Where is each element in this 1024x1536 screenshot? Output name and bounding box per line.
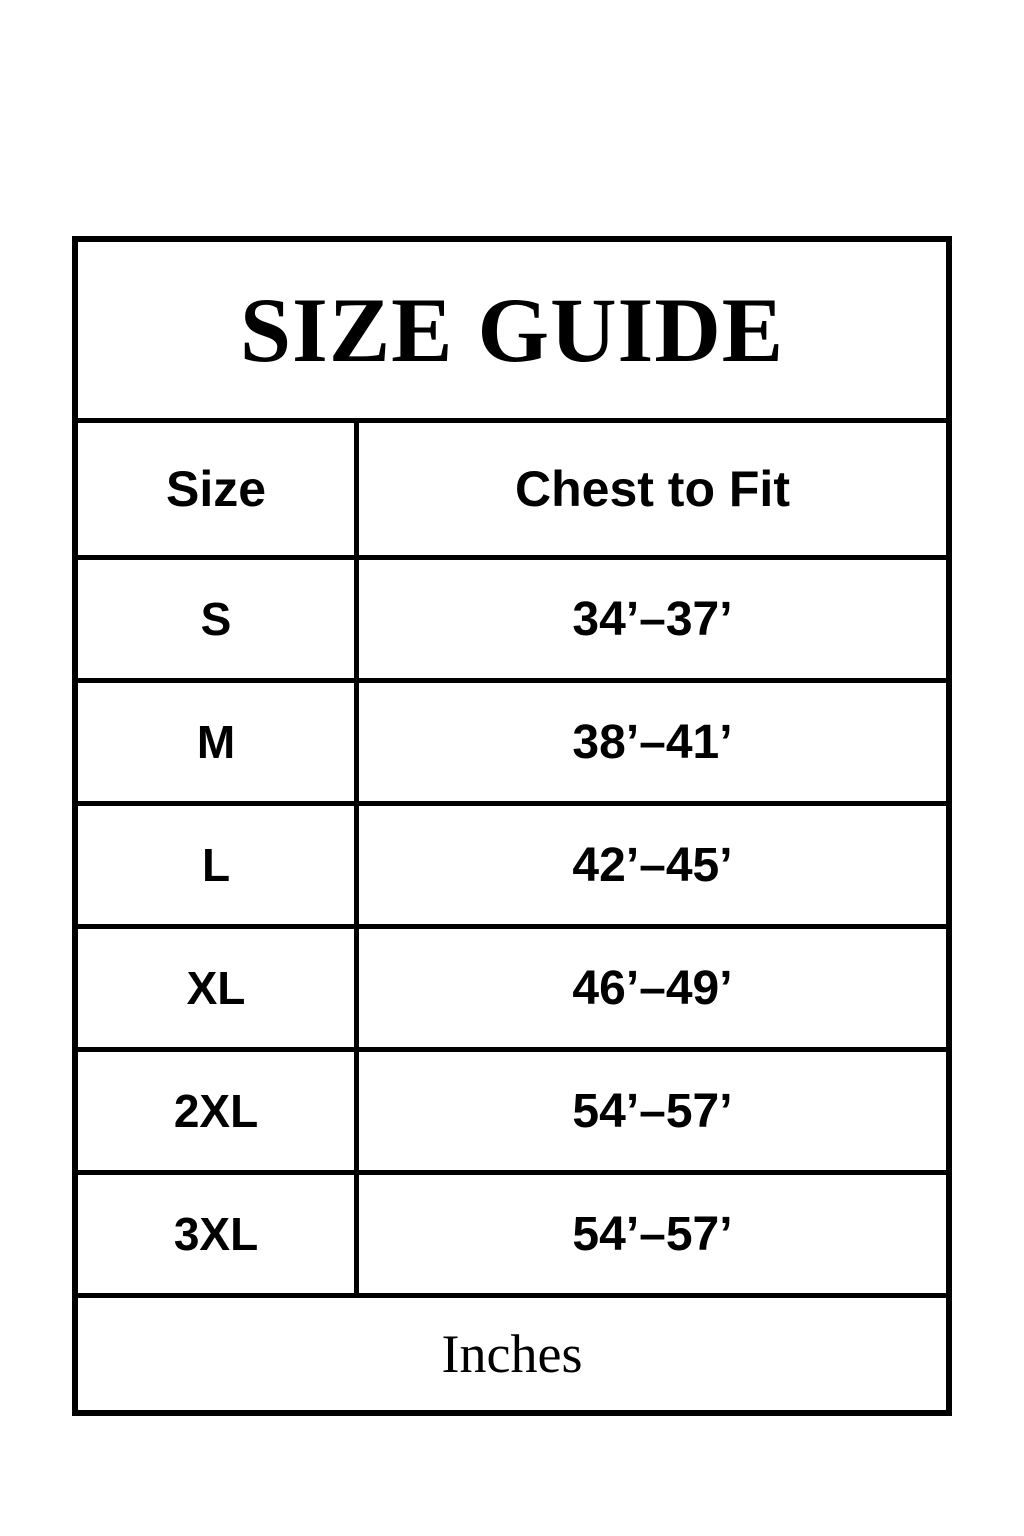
table-row [75,1173,949,1296]
table-row [75,681,949,804]
title-cell [75,239,949,421]
cell-size: 3XL [75,1173,357,1296]
cell-size: M [75,681,357,804]
page-title: SIZE GUIDE [239,279,785,381]
table-row [75,804,949,927]
cell-chest: 46’–49’ [357,927,950,1050]
cell-chest: 54’–57’ [357,1173,950,1296]
unit-note: Inches [441,1324,583,1384]
table-header-row [75,421,949,558]
table-title-row [75,239,949,421]
cell-size: S [75,558,357,681]
table-row [75,927,949,1050]
table-footer-row [75,1296,949,1414]
footer-cell [75,1296,949,1414]
cell-size: L [75,804,357,927]
table-row [75,1050,949,1173]
cell-chest: 34’–37’ [357,558,950,681]
cell-size: XL [75,927,357,1050]
cell-chest: 38’–41’ [357,681,950,804]
cell-size: 2XL [75,1050,357,1173]
size-guide-table [72,236,952,1416]
table-row [75,558,949,681]
column-header-size: Size [75,421,357,558]
cell-chest: 54’–57’ [357,1050,950,1173]
cell-chest: 42’–45’ [357,804,950,927]
column-header-chest: Chest to Fit [357,421,950,558]
